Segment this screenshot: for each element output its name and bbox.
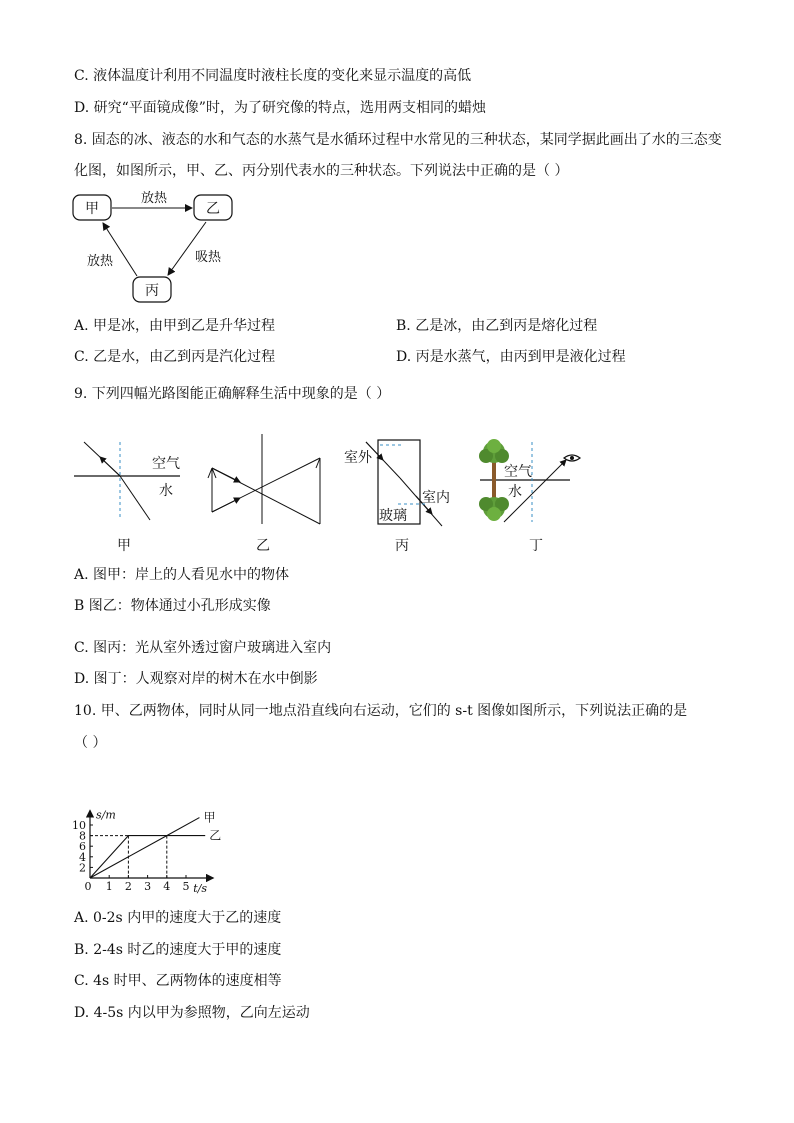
x-tick-label: 5 bbox=[182, 880, 190, 893]
fig-a-water-label: 水 bbox=[159, 483, 173, 499]
fig-d-air-label: 空气 bbox=[504, 464, 532, 480]
q8-stem-line2: 化图，如图所示，甲、乙、丙分别代表水的三种状态。下列说法中正确的是（ ） bbox=[74, 163, 569, 179]
q9-figures bbox=[70, 422, 590, 557]
q8-option-a: A. 甲是冰，由甲到乙是升华过程 bbox=[74, 318, 276, 334]
y-axis-label: s/m bbox=[96, 808, 116, 822]
fig-c-inside-label: 室内 bbox=[422, 490, 450, 506]
q10-option-a: A. 0-2s 内甲的速度大于乙的速度 bbox=[74, 910, 282, 926]
node-a-label: 甲 bbox=[85, 201, 99, 217]
y-tick-label: 10 bbox=[72, 819, 86, 832]
fig-b bbox=[208, 434, 320, 554]
edge-ca-label: 放热 bbox=[86, 254, 114, 269]
q7-option-d: D. 研究“平面镜成像”时，为了研究像的特点，选用两支相同的蜡烛 bbox=[74, 100, 486, 116]
q8-stem-line1: 8. 固态的冰、液态的水和气态的水蒸气是水循环过程中水常见的三种状态，某同学据此画出了水的三态变 bbox=[74, 132, 722, 148]
fig-c-caption: 丙 bbox=[395, 538, 409, 554]
fig-c-outside-label: 室外 bbox=[344, 450, 372, 466]
q10-option-b: B. 2-4s 时乙的速度大于甲的速度 bbox=[74, 942, 282, 958]
q10-st-chart bbox=[70, 760, 230, 900]
eye-icon bbox=[564, 455, 580, 461]
fig-d-caption: 丁 bbox=[529, 538, 543, 554]
q7-option-c: C. 液体温度计利用不同温度时液柱长度的变化来显示温度的高低 bbox=[74, 68, 472, 84]
q9-stem: 9. 下列四幅光路图能正确解释生活中现象的是（ ） bbox=[74, 386, 391, 402]
q9-option-d: D. 图丁：人观察对岸的树木在水中倒影 bbox=[74, 671, 318, 687]
edge-bc-label: 吸热 bbox=[194, 250, 222, 265]
y-tick-label: 6 bbox=[79, 840, 86, 854]
q8-option-c: C. 乙是水，由乙到丙是汽化过程 bbox=[74, 349, 276, 365]
node-c-label: 丙 bbox=[145, 283, 159, 299]
x-tick-label: 2 bbox=[124, 880, 132, 893]
q10-option-c: C. 4s 时甲、乙两物体的速度相等 bbox=[74, 973, 282, 989]
y-tick-label: 8 bbox=[79, 829, 86, 843]
q10-stem-line2: （ ） bbox=[74, 735, 107, 751]
fig-b-caption: 乙 bbox=[256, 538, 270, 554]
y-tick-label: 2 bbox=[79, 861, 86, 875]
q8-option-b: B. 乙是冰，由乙到丙是熔化过程 bbox=[396, 318, 598, 334]
series-label-b: 乙 bbox=[209, 828, 222, 843]
fig-c-glass-label: 玻璃 bbox=[379, 508, 407, 524]
x-axis-label: t/s bbox=[193, 882, 207, 895]
fig-d-water-label: 水 bbox=[508, 484, 522, 500]
q9-option-b: B 图乙：物体通过小孔形成实像 bbox=[74, 598, 271, 614]
x-tick-label: 4 bbox=[163, 880, 171, 893]
x-tick-label: 3 bbox=[144, 880, 152, 893]
node-b-label: 乙 bbox=[206, 201, 220, 217]
fig-a bbox=[74, 442, 180, 554]
fig-d bbox=[479, 439, 580, 554]
tree-reflection-icon bbox=[479, 480, 509, 521]
series-label-a: 甲 bbox=[203, 810, 216, 825]
series-line-b bbox=[90, 836, 205, 878]
y-tick-label: 4 bbox=[79, 850, 86, 864]
q8-option-d: D. 丙是水蒸气，由丙到甲是液化过程 bbox=[396, 349, 626, 365]
x-tick-label: 1 bbox=[105, 880, 113, 893]
edge-ab-label: 放热 bbox=[140, 191, 168, 206]
series-line-a bbox=[90, 818, 199, 878]
q9-option-a: A. 图甲：岸上的人看见水中的物体 bbox=[74, 567, 290, 583]
fig-a-air-label: 空气 bbox=[152, 456, 180, 472]
q9-option-c: C. 图丙：光从室外透过窗户玻璃进入室内 bbox=[74, 640, 332, 656]
x-tick-label: 0 bbox=[84, 880, 92, 893]
arrow-b-to-c bbox=[168, 222, 206, 275]
q10-stem-line1: 10. 甲、乙两物体，同时从同一地点沿直线向右运动，它们的 s-t 图像如图所示，下列说法正确的是 bbox=[74, 703, 688, 719]
q10-option-d: D. 4-5s 内以甲为参照物，乙向左运动 bbox=[74, 1005, 310, 1021]
fig-c bbox=[344, 440, 450, 554]
q8-state-diagram bbox=[70, 188, 240, 306]
fig-a-caption: 甲 bbox=[117, 538, 131, 554]
